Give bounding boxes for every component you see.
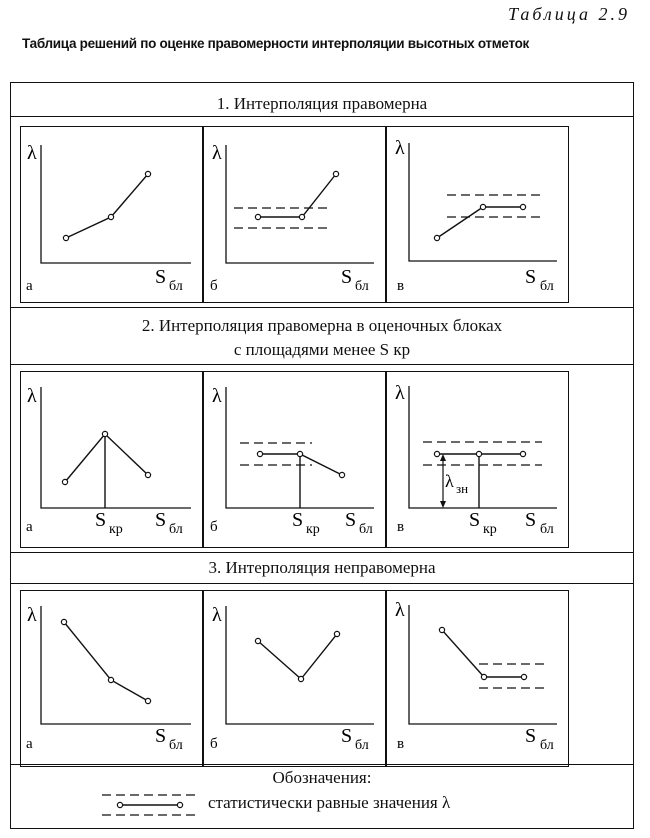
- panel-1a: [20, 126, 203, 303]
- divider: [10, 364, 634, 365]
- table-title: Таблица решений по оценке правомерности интерполяции высотных отметок: [22, 36, 530, 51]
- x-axis-label: S: [155, 266, 167, 288]
- x-axis-subscript: бл: [359, 522, 373, 537]
- panel-3b: [203, 590, 386, 767]
- panel-3a: [20, 590, 203, 767]
- y-axis-label: λ: [212, 142, 222, 164]
- divider: [10, 583, 634, 584]
- table-number: Таблица 2.9: [507, 4, 630, 24]
- x-axis-subscript: бл: [540, 279, 554, 294]
- critical-area-subscript: кр: [483, 522, 497, 537]
- panel-1c: [386, 126, 569, 303]
- panel-letter: а: [26, 736, 33, 752]
- x-axis-subscript: бл: [355, 279, 369, 294]
- x-axis-label: S: [525, 509, 537, 531]
- x-axis-subscript: бл: [540, 522, 554, 537]
- y-axis-label: λ: [27, 142, 37, 164]
- critical-area-subscript: кр: [306, 522, 320, 537]
- panel-3c: [386, 590, 569, 767]
- panel-2a: [20, 371, 203, 548]
- critical-area-subscript: кр: [109, 522, 123, 537]
- x-axis-label: S: [341, 266, 353, 288]
- panel-letter: а: [26, 278, 33, 294]
- panel-2b: [203, 371, 386, 548]
- section-2-title-line1: 2. Интерполяция правомерна в оценочных блоках: [141, 316, 503, 335]
- divider: [10, 307, 634, 308]
- legend-heading: Обозначения:: [272, 768, 372, 787]
- x-axis-label: S: [525, 266, 537, 288]
- section-3-title: 3. Интерполяция неправомерна: [208, 558, 436, 577]
- x-axis-subscript: бл: [169, 279, 183, 294]
- section-2-title-line2: с площадями менее S кр: [233, 340, 411, 359]
- y-axis-label: λ: [27, 604, 37, 626]
- x-axis-label: S: [345, 509, 357, 531]
- critical-area-label: S: [469, 509, 481, 531]
- x-axis-label: S: [155, 725, 167, 747]
- lambda-zn-subscript: зн: [456, 481, 469, 496]
- critical-area-label: S: [292, 509, 304, 531]
- panel-letter: в: [397, 519, 405, 535]
- panel-letter: в: [397, 278, 405, 294]
- section-1-title: 1. Интерполяция правомерна: [216, 94, 428, 113]
- legend-text: статистически равные значения λ: [208, 793, 451, 812]
- panel-letter: б: [210, 278, 218, 294]
- y-axis-label: λ: [395, 599, 405, 621]
- x-axis-label: S: [525, 725, 537, 747]
- panel-letter: б: [210, 519, 218, 535]
- divider: [10, 116, 634, 117]
- y-axis-label: λ: [212, 385, 222, 407]
- y-axis-label: λ: [395, 137, 405, 159]
- critical-area-label: S: [95, 509, 107, 531]
- panel-2c: [386, 371, 569, 548]
- x-axis-subscript: бл: [355, 738, 369, 753]
- panel-letter: а: [26, 519, 33, 535]
- x-axis-label: S: [155, 509, 167, 531]
- panel-letter: в: [397, 736, 405, 752]
- x-axis-label: S: [341, 725, 353, 747]
- x-axis-subscript: бл: [169, 738, 183, 753]
- divider: [10, 764, 634, 765]
- divider: [10, 552, 634, 553]
- y-axis-label: λ: [27, 385, 37, 407]
- panel-1b: [203, 126, 386, 303]
- x-axis-subscript: бл: [169, 522, 183, 537]
- y-axis-label: λ: [212, 604, 222, 626]
- x-axis-subscript: бл: [540, 738, 554, 753]
- y-axis-label: λ: [395, 382, 405, 404]
- panel-letter: б: [210, 736, 218, 752]
- legend-symbol: [100, 789, 200, 821]
- lambda-zn-label: λ: [445, 471, 454, 491]
